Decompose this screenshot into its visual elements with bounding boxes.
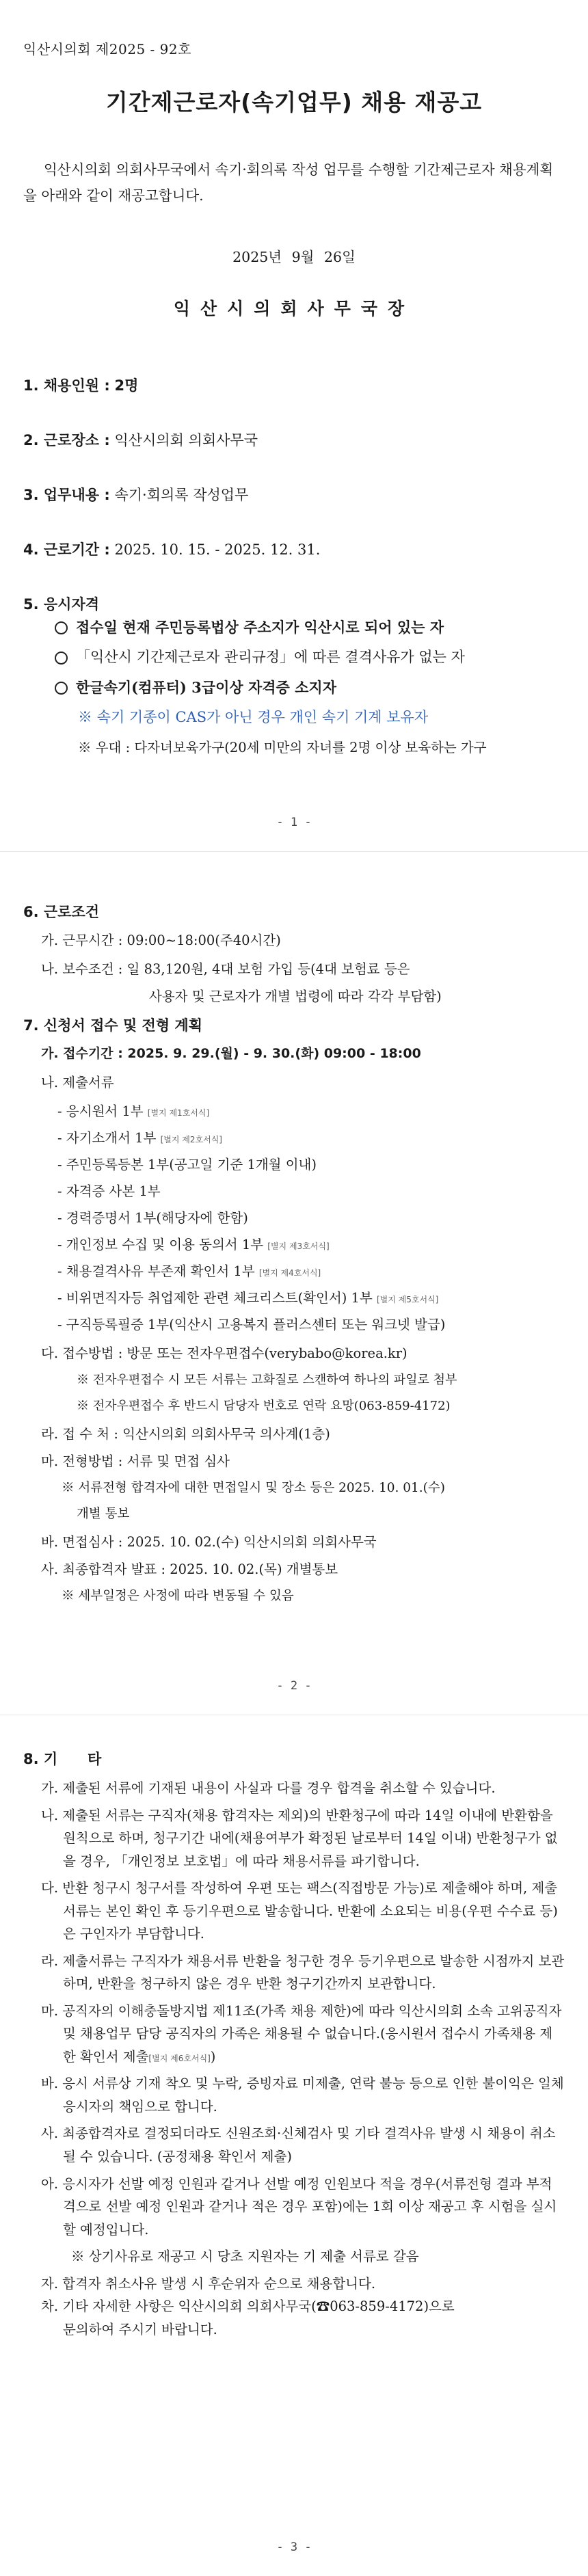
qualification-item: 접수일 현재 주민등록법상 주소지가 익산시로 되어 있는 자: [55, 613, 487, 643]
qualification-item: 한글속기(컴퓨터) 3급이상 자격증 소지자: [55, 673, 487, 703]
document-item: - 경력증명서 1부(해당자에 한함): [57, 1210, 248, 1226]
qualification-note-preference: ※ 우대 : 다자녀보육가구(20세 미만의 자녀를 2명 이상 보육하는 가구: [78, 740, 487, 756]
document-item: - 구직등록필증 1부(익산시 고용복지 플러스센터 또는 워크넷 발급): [57, 1317, 446, 1332]
conditions-hours: 가. 근무시간 : 09:00~18:00(주40시간): [41, 933, 281, 948]
application-method-note: ※ 전자우편접수 시 모든 서류는 고화질로 스캔하여 하나의 파일로 첨부: [77, 1373, 457, 1387]
etc-list: [41, 1777, 565, 2341]
interview: 바. 면접심사 : 2025. 10. 02.(수) 익산시의회 의회사무국: [41, 1534, 377, 1550]
document-item: - 비위면직자등 취업제한 관련 체크리스트(확인서) 1부 [별지 제5호서식]: [57, 1290, 439, 1306]
recruits-label: 1. 채용인원 :: [23, 377, 110, 394]
screening-method: 마. 전형방법 : 서류 및 면접 심사: [41, 1453, 230, 1469]
conditions-heading: 6. 근로조건: [23, 904, 100, 920]
application-method-note: ※ 전자우편접수 후 반드시 담당자 번호로 연락 요망(063-859-4172): [77, 1399, 451, 1413]
circle-bullet-icon: [55, 682, 68, 695]
etc-item: 라. 제출서류는 구직자가 채용서류 반환을 청구한 경우 등기우편으로 발송한 시점까지 보관하며, 반환을 청구하지 않은 경우 반환 청구기간까지 보관합니다.: [41, 1953, 565, 1992]
etc-item: 사. 최종합격자로 결정되더라도 신원조회·신체검사 및 기타 결격사유 발생 시 채용이 취소될 수 있습니다. (공정채용 확인서 제출): [41, 2125, 556, 2164]
schedule-note: ※ 세부일정은 사정에 따라 변동될 수 있음: [62, 1589, 294, 1603]
etc-item: 나. 제출된 서류는 구직자(채용 합격자는 제외)의 반환청구에 따라 14일 이내에 반환함을 원칙으로 하며, 청구기간 내에(채용여부가 확정된 날로부터 14일 이내) 반환청구가 없을 경우, 「개인정보 보호법」에 따라 채용서류를 파기합니다.: [41, 1807, 558, 1869]
issuer: 익산시의회사무국장: [173, 299, 415, 319]
document-item: - 주민등록등본 1부(공고일 기준 1개월 이내): [57, 1157, 317, 1172]
document-item: - 개인정보 수집 및 이용 동의서 1부 [별지 제3호서식]: [57, 1237, 330, 1252]
screening-note: ※ 서류전형 합격자에 대한 면접일시 및 장소 등은 2025. 10. 01.(수): [62, 1481, 445, 1495]
recruits-row: [23, 375, 138, 398]
application-method: 다. 접수방법 : 방문 또는 전자우편접수(verybabo@korea.kr): [41, 1345, 407, 1361]
circle-bullet-icon: [55, 621, 68, 634]
document-item: - 자기소개서 1부 [별지 제2호서식]: [57, 1130, 222, 1146]
final-announcement: 사. 최종합격자 발표 : 2025. 10. 02.(목) 개별통보: [41, 1561, 338, 1577]
page-2: [0, 852, 588, 1715]
document-item: - 채용결격사유 부존재 확인서 1부 [별지 제4호서식]: [57, 1263, 321, 1279]
period-row: [23, 539, 320, 562]
period-label: 4. 근로기간 :: [23, 541, 110, 558]
workplace-value: 익산시의회 의회사무국: [114, 432, 258, 448]
etc-item: 마. 공직자의 이해충돌방지법 제11조(가족 채용 제한)에 따라 익산시의회 소속 고위공직자 및 채용업무 담당 공직자의 가족은 채용될 수 없습니다.(응시원서 접수시 가족채용 제한 확인서 제출[별지 제6호서식]): [41, 2002, 562, 2065]
page-number: - 1 -: [276, 815, 312, 829]
qualification-item: 「익산시 기간제근로자 관리규정」에 따른 결격사유가 없는 자: [55, 643, 487, 673]
qualification-note-blue: ※ 속기 기종이 CAS가 아닌 경우 개인 속기 기계 보유자: [78, 709, 429, 726]
page-number: - 2 -: [276, 1678, 312, 1693]
page-title: 기간제근로자(속기업무) 채용 재공고: [105, 89, 483, 116]
duty-label: 3. 업무내용 :: [23, 487, 110, 503]
document-item: - 응시원서 1부 [별지 제1호서식]: [57, 1103, 210, 1119]
conditions-pay: 나. 보수조건 : 일 83,120원, 4대 보험 가입 등(4대 보험료 등은: [41, 961, 410, 977]
qualification-list: [55, 613, 487, 763]
etc-item: 바. 응시 서류상 기재 착오 및 누락, 증빙자료 미제출, 연락 불능 등으로 인한 불이익은 일체 응시자의 책임으로 합니다.: [41, 2076, 564, 2115]
etc-item: 가. 제출된 서류에 기재된 내용이 사실과 다를 경우 합격을 취소할 수 있습니다.: [41, 1780, 496, 1796]
document-number: 익산시의회 제2025 - 92호: [23, 41, 191, 57]
announcement-date: 2025년 9월 26일: [232, 249, 356, 265]
document-item: - 자격증 사본 1부: [57, 1183, 161, 1199]
qualification-heading: 5. 응시자격: [23, 596, 100, 613]
page-1: [0, 0, 588, 851]
etc-item: 아. 응시자가 선발 예정 인원과 같거나 선발 예정 인원보다 적을 경우(서류전형 결과 부적격으로 선발 예정 인원과 같거나 적은 경우 포함)에는 1회 이상 재공고 후 시험을 실시할 예정입니다.: [41, 2175, 557, 2238]
etc-item-ja: 자. 합격자 취소사유 발생 시 후순위자 순으로 채용합니다.: [41, 2275, 376, 2292]
etc-note: ※ 상기사유로 재공고 시 당초 지원자는 기 제출 서류로 갈음: [71, 2249, 419, 2265]
intro-paragraph: 익산시의회 의회사무국에서 속기·회의록 작성 업무를 수행할 기간제근로자 채용계획을 아래와 같이 재공고합니다.: [23, 161, 554, 204]
etc-item-cha-cont: 문의하여 주시기 바랍니다.: [63, 2321, 217, 2337]
page-3: [0, 1715, 588, 2576]
application-heading: 7. 신청서 접수 및 전형 계획: [23, 1017, 203, 1034]
workplace-row: [23, 429, 258, 453]
application-place: 라. 접 수 처 : 익산시의회 의회사무국 의사계(1층): [41, 1426, 330, 1442]
etc-item-cha: 차. 기타 자세한 사항은 익산시의회 의회사무국(☎063-859-4172)으로: [41, 2298, 455, 2315]
page-number: - 3 -: [276, 2540, 312, 2554]
circle-bullet-icon: [55, 652, 68, 665]
application-period: 가. 접수기간 : 2025. 9. 29.(월) - 9. 30.(화) 09:00 - 18:00: [41, 1046, 421, 1061]
period-value: 2025. 10. 15. - 2025. 12. 31.: [114, 541, 321, 558]
documents-heading: 나. 제출서류: [41, 1075, 114, 1090]
conditions-pay-cont: 사용자 및 근로자가 개별 법령에 따라 각각 부담함): [149, 989, 442, 1004]
etc-heading: 8. 기 타: [23, 1751, 102, 1767]
recruits-value: 2명: [114, 377, 139, 394]
screening-note-cont: 개별 통보: [77, 1507, 130, 1521]
etc-item: 다. 반환 청구시 청구서를 작성하여 우편 또는 팩스(직접방문 가능)로 제출해야 하며, 제출서류는 본인 확인 후 등기우편으로 발송합니다. 반환에 소요되는 비용(우편 수수료 등)은 구인자가 부담합니다.: [41, 1880, 558, 1942]
workplace-label: 2. 근로장소 :: [23, 432, 110, 448]
duty-value: 속기·회의록 작성업무: [114, 487, 249, 503]
duty-row: [23, 484, 248, 507]
